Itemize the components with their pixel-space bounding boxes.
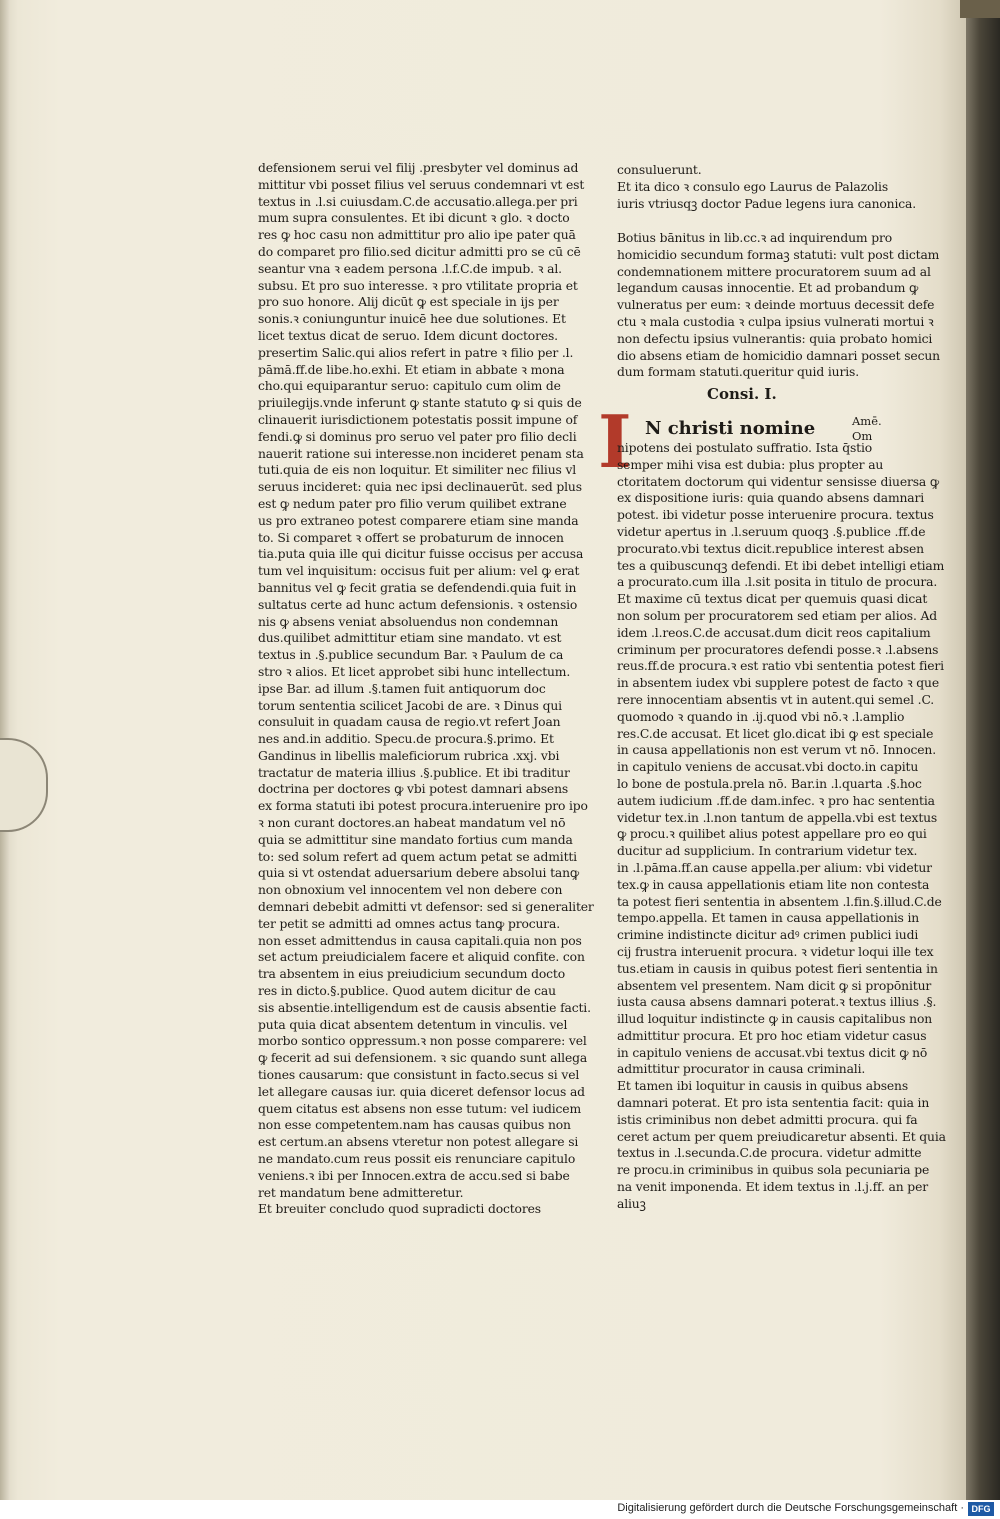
body-line: textus in .l.secunda.C.de procura. videtur admitte <box>617 1146 922 1161</box>
body-line: re procu.in criminibus in quibus sola pecuniaria pe <box>617 1163 930 1178</box>
left-line: textus in .§.publice secundum Bar. ꝛ Paulum de ca <box>258 648 564 663</box>
initial-letter: I <box>598 399 632 484</box>
left-line: to: sed solum refert ad quem actum petat se admitti <box>258 849 577 864</box>
body-line: istis criminibus non debet admitti procura. qui fa <box>617 1112 918 1127</box>
top-line: Et ita dico ꝛ consulo ego Laurus de Palazolis <box>617 179 889 194</box>
left-line: non esse competentem.nam has causas quibus non <box>258 1118 571 1133</box>
body-line: ctoritatem doctorum qui videntur sensisse diuersa ꝙ <box>617 474 940 489</box>
left-line: do comparet pro filio.sed dicitur admitti pro se cū cē <box>258 244 581 259</box>
left-line: subsu. Et pro suo interesse. ꝛ pro vtilitate propria et <box>258 278 578 293</box>
left-line: us pro extraneo potest comparere etiam sine manda <box>258 513 579 528</box>
body-line: iusta causa absens damnari poterat.ꝛ textus illius .§. <box>617 995 937 1010</box>
left-line: sonis.ꝛ coniunguntur inuicē hee due solutiones. Et <box>258 312 566 327</box>
body-line: ex dispositione iuris: quia quando absens damnari <box>617 491 925 506</box>
body-line: criminum per procuratores defendi posse.ꝛ .l.absens <box>617 642 939 657</box>
body-line: nipotens dei postulato suffratio. Ista q̄stio <box>617 441 873 455</box>
left-line: bannitus vel ꝙ fecit gratia se defendendi.quia fuit in <box>258 580 577 595</box>
body-line: in causa appellationis non est verum vt nō. Innocen. <box>617 743 937 758</box>
left-line: nauerit ratione sui interesse.non incideret penam sta <box>258 446 584 461</box>
body-line: tes a quibuscunqꝫ defendi. Et ibi debet intelligi etiam <box>617 558 945 573</box>
body-line: ceret actum per quem preiudicaretur absenti. Et quia <box>617 1129 946 1144</box>
body-line: ta potest fieri sententia in absentem .l.fin.§.illud.C.de <box>617 894 942 909</box>
left-line: pāmā.ff.de libe.ho.exhi. Et etiam in abbate ꝛ mona <box>258 362 565 377</box>
body-line: illud loquitur indistincte ꝙ in causis capitalibus non <box>617 1012 933 1027</box>
left-line: tia.puta quia ille qui dicitur fuisse occisus per accusa <box>258 547 584 562</box>
left-line: set actum preiudicialem facere et aliquid confite. con <box>258 950 585 965</box>
body-line: videtur apertus in .l.seruum quoqꝫ .§.publice .ff.de <box>617 524 926 539</box>
left-line: quia se admittitur sine mandato fortius cum manda <box>258 832 573 847</box>
left-line: doctrina per doctores ꝙ vbi potest damnari absens <box>258 782 569 797</box>
summary-line: dum formam statuti.queritur quid iuris. <box>617 365 859 380</box>
left-line: ipse Bar. ad illum .§.tamen fuit antiquorum doc <box>258 681 546 696</box>
summary-line: condemnationem mittere procuratorem suum ad al <box>617 264 931 279</box>
left-line: quem citatus est absens non esse tutum: vel iudicem <box>258 1101 582 1116</box>
left-line: fendi.ꝙ si dominus pro seruo vel pater pro filio decli <box>258 429 577 444</box>
left-line: defensionem serui vel filij .presbyter vel dominus ad <box>258 161 579 175</box>
left-line: tuti.quia de eis non loquitur. Et similiter nec filius vl <box>258 463 577 478</box>
body-line: cij frustra interuenit procura. ꝛ videtur loqui ille tex <box>617 944 934 959</box>
left-line: veniens.ꝛ ibi per Innocen.extra de accu.sed si babe <box>258 1168 570 1183</box>
body-line: quomodo ꝛ quando in .ij.quod vbi nō.ꝛ .l.amplio <box>617 709 905 724</box>
left-line: presertim Salic.qui alios refert in patre ꝛ filio per .l. <box>258 345 574 360</box>
body-line: absentem vel presentem. Nam dicit ꝙ si propōnitur <box>617 978 932 993</box>
body-line: in .l.pāma.ff.an cause appella.per alium: vbi videtur <box>617 860 932 875</box>
left-line: mum supra consulentes. Et ibi dicunt ꝛ glo. ꝛ docto <box>258 211 570 226</box>
body-line: rere innocentiam absentis vt in autent.qui semel .C. <box>617 692 935 707</box>
summary-line: ctu ꝛ mala custodia ꝛ culpa ipsius vulnerati mortui ꝛ <box>617 314 934 329</box>
body-line: semper mihi visa est dubia: plus propter au <box>617 457 884 472</box>
left-line: est certum.an absens vteretur non potest allegare si <box>258 1135 579 1150</box>
body-line: a procurato.cum illa .l.sit posita in titulo de procura. <box>617 575 938 590</box>
body-line: procurato.vbi textus dicit.republice interest absen <box>617 541 924 556</box>
left-line: puta quia dicat absentem detentum in vinculis. vel <box>258 1017 568 1032</box>
body-line: admittitur procura. Et pro hoc etiam videtur casus <box>617 1028 927 1043</box>
left-line: torum sententia scilicet Jacobi de are. ꝛ Dinus qui <box>258 698 562 713</box>
body-line: tex.ꝙ in causa appellationis etiam lite non contesta <box>617 877 930 892</box>
body-line: lo bone de postula.prela nō. Bar.in .l.quarta .§.hoc <box>617 776 922 791</box>
left-line: textus in .l.si cuiusdam.C.de accusatio.allega.per pri <box>258 194 578 209</box>
left-line: res ꝙ hoc casu non admittitur pro alio ipe pater quā <box>258 228 576 243</box>
binding-corner <box>960 0 1000 18</box>
summary-line: vulneratus per eum: ꝛ deinde mortuus decessit defe <box>617 298 935 313</box>
body-line: admittitur procurator in causa criminali. <box>617 1062 866 1077</box>
top-line: consuluerunt. <box>617 163 702 177</box>
left-line: tiones causarum: que consistunt in facto.secus si vel <box>258 1068 580 1083</box>
body-line: Et tamen ibi loquitur in causis in quibus absens <box>617 1079 909 1094</box>
summary-line: Botius bānitus in lib.cc.ꝛ ad inquirendum pro <box>617 231 893 245</box>
left-line: let allegare causas iur. quia diceret defensor locus ad <box>258 1084 585 1099</box>
left-line: priuilegijs.vnde inferunt ꝙ stante statuto ꝙ si quis de <box>258 396 582 411</box>
left-line: pro suo honore. Alij dicūt ꝙ est speciale in ijs per <box>258 295 559 310</box>
consilium-heading: Consi. I. <box>707 385 777 403</box>
left-line: nis ꝙ absens veniat absoluendus non condemnan <box>258 614 559 629</box>
left-line: non esset admittendus in causa capitali.quia non pos <box>258 933 582 948</box>
left-line: ret mandatum bene admitteretur. <box>258 1185 464 1200</box>
summary-line: non defectu ipsius vulnerantis: quia probato homici <box>617 331 933 346</box>
left-line: sis absentie.intelligendum est de causis absentie facti. <box>258 1000 591 1015</box>
left-line: ne mandato.cum reus possit eis renunciare capitulo <box>258 1152 576 1167</box>
left-line: tra absentem in eius preiudicium secundum docto <box>258 967 565 982</box>
left-line: ex forma statuti ibi potest procura.interuenire pro ipo <box>258 799 588 814</box>
left-line: Gandinus in libellis maleficiorum rubrica .xxj. vbi <box>258 748 560 763</box>
left-line: licet textus dicat de seruo. Idem dicunt doctores. <box>258 328 558 343</box>
left-line: morbo sontico oppressum.ꝛ non posse comparere: vel <box>258 1034 587 1049</box>
consilium-body <box>617 440 946 1213</box>
left-line: ter petit se admitti ad omnes actus tanꝙ procura. <box>258 916 561 931</box>
body-line: non solum per procuratorem sed etiam per alios. Ad <box>617 608 938 623</box>
left-line: clinauerit iurisdictionem potestatis possit impune of <box>258 412 578 427</box>
left-line: mittitur vbi posset filius vel seruus condemnari vt est <box>258 177 585 192</box>
incipit-side-line-2: Om <box>852 429 873 443</box>
body-line: potest. ibi videtur posse interuenire procura. textus <box>617 508 934 523</box>
body-line: idem .l.reos.C.de accusat.dum dicit reos capitalium <box>617 625 931 640</box>
body-line: in capitulo veniens de accusat.vbi docto.in capitu <box>617 760 919 775</box>
left-line: demnari debebit admitti vt defensor: sed si generaliter <box>258 900 594 915</box>
summary-line: legandum causas innocentie. Et ad probandum ꝙ <box>617 281 919 296</box>
left-line: ꝙ fecerit ad sui defensionem. ꝛ sic quando sunt allega <box>258 1051 588 1066</box>
left-line: tum vel inquisitum: occisus fuit per alium: vel ꝙ erat <box>258 564 580 579</box>
body-line: tempo.appella. Et tamen in causa appellationis in <box>617 911 920 926</box>
body-line: Et maxime cū textus dicat per quemuis quasi dicat <box>617 592 928 607</box>
left-line: to. Si comparet ꝛ offert se probaturum de innocen <box>258 530 564 545</box>
top-line: iuris vtriusqꝫ doctor Padue legens iura canonica. <box>617 196 917 211</box>
body-line: in absentem iudex vbi supplere potest de facto ꝛ que <box>617 676 940 691</box>
funding-credit: Digitalisierung gefördert durch die Deutsche Forschungsgemeinschaft · <box>617 1502 964 1514</box>
body-line: autem iudicium .ff.de dam.infec. ꝛ pro hac sententia <box>617 793 935 808</box>
left-line: consuluit in quadam causa de regio.vt refert Joan <box>258 715 561 730</box>
left-line: ꝛ non curant doctores.an habeat mandatum vel nō <box>258 816 566 831</box>
summary-line: homicidio secundum formaꝫ statuti: vult post dictam <box>617 247 940 262</box>
left-line: non obnoxium vel innocentem vel non debere con <box>258 883 563 898</box>
left-line: seruus incideret: quia nec ipsi declinauerūt. sed plus <box>258 480 582 495</box>
left-line: nes and.in additio. Specu.de procura.§.primo. Et <box>258 732 554 747</box>
right-text-column-top <box>617 162 917 212</box>
left-text-column <box>258 160 594 1218</box>
body-line: videtur tex.in .l.non tantum de appella.vbi est textus <box>617 810 938 825</box>
left-line: Et breuiter concludo quod supradicti doctores <box>258 1202 541 1217</box>
left-line: seantur vna ꝛ eadem persona .l.f.C.de impub. ꝛ al. <box>258 261 562 276</box>
body-line: na venit imponenda. Et idem textus in .l.j.ff. an per <box>617 1180 928 1195</box>
body-line: crimine indistincte dicitur adꝰ crimen publici iudi <box>617 928 919 943</box>
left-line: stro ꝛ alios. Et licet approbet sibi hunc intellectum. <box>258 664 571 679</box>
left-line: dus.quilibet admittitur etiam sine mandato. vt est <box>258 631 562 646</box>
left-line: quia si vt ostendat aduersarium debere absolui tanꝙ <box>258 866 580 881</box>
body-line: damnari poterat. Et pro ista sententia facit: quia in <box>617 1096 930 1111</box>
body-line: ducitur ad supplicium. In contrarium videtur tex. <box>617 844 918 859</box>
left-line: res in dicto.§.publice. Quod autem dicitur de cau <box>258 984 556 999</box>
body-line: in capitulo veniens de accusat.vbi textus dicit ꝙ nō <box>617 1045 928 1060</box>
dfg-logo: DFG <box>968 1502 994 1516</box>
binding-edge <box>966 0 1000 1500</box>
left-line: tractatur de materia illius .§.publice. Et ibi traditur <box>258 765 570 780</box>
body-line: tus.etiam in causis in quibus potest fieri sententia in <box>617 961 938 976</box>
body-line: ꝙ procu.ꝛ quilibet alius potest appellare pro eo qui <box>617 827 927 842</box>
incipit-side-line-1: Amē. <box>852 414 882 428</box>
left-line: cho.qui equiparantur seruo: capitulo cum olim de <box>258 379 561 394</box>
summary-line: dio absens etiam de homicidio damnari posset secun <box>617 348 940 363</box>
left-line: sultatus certe ad hunc actum defensionis. ꝛ ostensio <box>258 597 578 612</box>
body-line: aliuꝫ <box>617 1196 646 1211</box>
incipit-text: N christi nomine <box>645 418 816 439</box>
body-line: res.C.de accusat. Et licet glo.dicat ibi ꝙ est speciale <box>617 726 934 741</box>
left-line: est ꝙ nedum pater pro filio verum quilibet extrane <box>258 496 567 511</box>
body-line: reus.ff.de procura.ꝛ est ratio vbi sententia potest fieri <box>617 659 944 674</box>
case-summary <box>617 230 940 381</box>
